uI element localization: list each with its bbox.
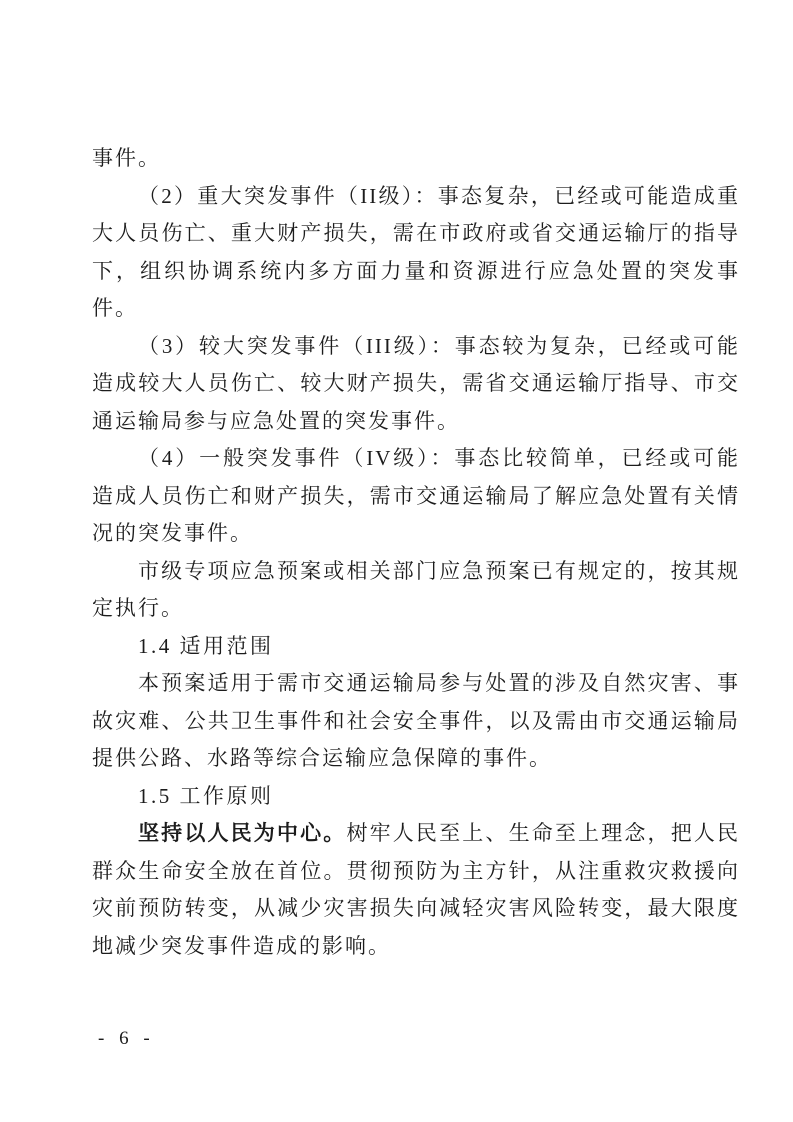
paragraph-special-plans: 市级专项应急预案或相关部门应急预案已有规定的，按其规定执行。 xyxy=(92,558,740,620)
page-number: - 6 - xyxy=(98,1028,155,1049)
section-heading-1-5: 1.5 工作原则 xyxy=(138,783,274,808)
paragraph-level-4: （4）一般突发事件（IV级）：事态比较简单，已经或可能造成人员伤亡和财产损失，需市交通运输局了解应急处置有关情况的突发事件。 xyxy=(92,446,740,545)
section-heading-1-4: 1.4 适用范围 xyxy=(138,633,274,658)
paragraph-continuation: 事件。 xyxy=(92,146,161,170)
paragraph-level-2: （2）重大突发事件（II级）：事态复杂，已经或可能造成重大人员伤亡、重大财产损失，需在市政府或省交通运输厅的指导下，组织协调系统内多方面力量和资源进行应急处置的突发事件。 xyxy=(92,183,740,320)
paragraph-principles-text: 树牢人民至上、生命至上理念，把人民群众生命安全放在首位。贯彻预防为主方针，从注重救灾救援向灾前预防转变，从减少灾害损失向减轻灾害风险转变，最大限度地减少突发事件造成的影响。 xyxy=(92,821,741,958)
paragraph-principles xyxy=(92,815,740,965)
paragraph-scope: 本预案适用于需市交通运输局参与处置的涉及自然灾害、事故灾难、公共卫生事件和社会安全事件，以及需由市交通运输局提供公路、水路等综合运输应急保障的事件。 xyxy=(92,671,740,770)
paragraph-level-3: （3）较大突发事件（III级）：事态较为复杂，已经或可能造成较大人员伤亡、较大财产损失，需省交通运输厅指导、市交通运输局参与应急处置的突发事件。 xyxy=(92,333,740,433)
document-content xyxy=(92,140,740,965)
paragraph-lead-bold: 坚持以人民为中心。 xyxy=(138,821,347,845)
